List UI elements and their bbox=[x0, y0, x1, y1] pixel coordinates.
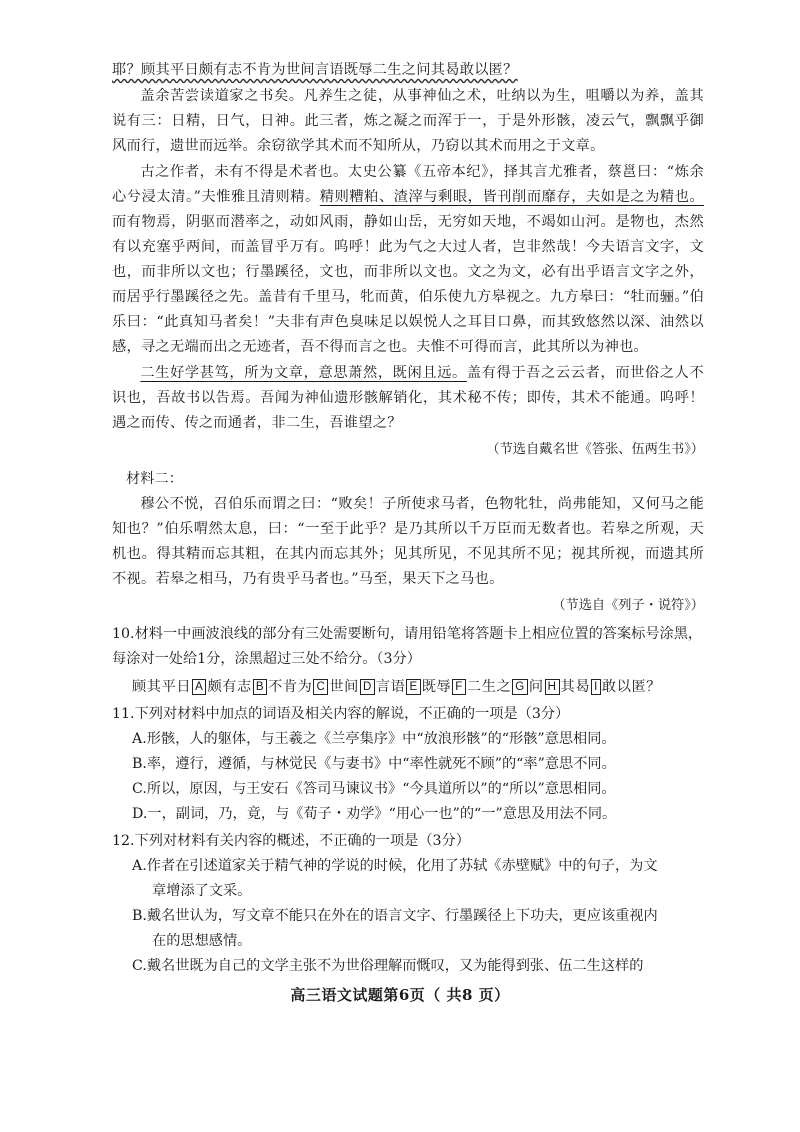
paragraph-material2-part-a: 穆公不悦，召伯乐而谓之曰：“败矣！子所使求马者，色物牝牡，尚弗能知，又何马之能知也？”伯乐喟然太息，曰：“一至于此乎？是乃其所以千万臣而无数者也。若皋之所观，天机也。 bbox=[112, 496, 704, 562]
break-mark-i[interactable]: I bbox=[591, 679, 601, 695]
paragraph-daojia: 盖余苦尝读道家之书矣。凡养生之徒，从事神仙之术，吐纳以为生，咀嚼以为养，盖其说有三：日精，日气，日神。此三者，炼之凝之而浑于一，于是外形骸，凌云气，飘飘乎御风而行，遗世而远举。余窃欲学其术而不知所从，乃窃以其术而用之于文章。 bbox=[112, 88, 704, 154]
segment: 颇有志 bbox=[207, 679, 252, 695]
break-mark-h[interactable]: H bbox=[545, 679, 560, 695]
question-11-option-c[interactable]: C.所以，原因，与王安石《答司马谏议书》“今具道所以”的“所以”意思相同。 bbox=[132, 781, 616, 797]
underlined-sentence-jing: 精则糟粕、渣滓与剩眼，皆刊削而靡存，夫如是之为精也。 bbox=[319, 189, 704, 205]
question-12-option-a-cont: 章增添了文采。 bbox=[152, 883, 252, 899]
question-10-sentence bbox=[132, 674, 704, 700]
paragraph-zuozhe-part-a: 古之作者，未有不得是术者也。太史公纂《五帝本纪》，择其言尤雅者，蔡邕曰：“炼余心兮浸太清。”夫惟雅且清则精。 bbox=[112, 164, 704, 205]
underlined-sentence-ersheng: 二生好学甚笃，所为文章，意思萧然，既闲且远。 bbox=[140, 365, 467, 381]
paragraph-material2 bbox=[112, 492, 704, 592]
segment: 顾其平日 bbox=[132, 679, 192, 695]
paragraph-zuozhe-part-b: 而有物焉，阴驱而潜率之，动如风雨，静如山岳，无穷如天地，不竭如山河。是物也，杰然有以充塞乎两间，而盖冒乎万有。呜呼！此为气之大过人者，岂非然哉！今夫语言文字，文也，而非所以文也；行墨蹊径，文也，而非所以文也。文之为文，必有出乎语言文字之外，而居乎行墨蹊径之先。盖昔有千里马，牝而黄，伯乐使九方皋视之。九方皋曰：“牡而骊。”伯乐曰：“此真知马者矣！”夫非有声色臭味足以娱悦人之耳目口鼻，而其致悠然以深、油然以感，寻之无端而出之无迹者，吾不得而言之也。夫惟不可得而言，此其所以为神也。 bbox=[112, 214, 704, 355]
question-11-option-a[interactable]: A.形骸，人的躯体，与王羲之《兰亭集序》中“放浪形骸”的“形骸”意思相同。 bbox=[132, 731, 616, 747]
question-11-option-d[interactable]: D.一，副词，乃，竟，与《荀子・劝学》“用心一也”的“一”意思及用法不同。 bbox=[132, 806, 617, 822]
break-mark-c[interactable]: C bbox=[313, 679, 328, 695]
segment: 言语 bbox=[375, 679, 406, 695]
segment: 问 bbox=[528, 679, 544, 695]
source-material1: （节选自戴名世《答张、伍两生书》） bbox=[486, 442, 704, 457]
question-12-option-b[interactable]: B.戴名世认为，写文章不能只在外在的语言文字、行墨蹊径上下功夫，更应该重视内 bbox=[132, 908, 658, 924]
break-mark-f[interactable]: F bbox=[452, 679, 466, 695]
break-mark-d[interactable]: D bbox=[360, 679, 375, 695]
question-12-option-c[interactable]: C.戴名世既为自己的文学主张不为世俗理解而慨叹，又为能得到张、伍二生这样的 bbox=[132, 958, 644, 974]
break-mark-b[interactable]: B bbox=[253, 679, 267, 695]
wavy-underlined-text: 耶？顾其平日颇有志不肯为世间言语既辱二生之问其曷敢以匿？ bbox=[112, 62, 518, 78]
segment: 世间 bbox=[329, 679, 359, 695]
paragraph-zuozhe bbox=[112, 160, 704, 360]
question-11-option-b[interactable]: B.率，遵行，遵循，与林觉民《与妻书》中“率性就死不顾”的“率”意思不同。 bbox=[132, 756, 616, 772]
break-mark-e[interactable]: E bbox=[406, 679, 420, 695]
question-12-option-a[interactable]: A.作者在引述道家关于精气神的学说的时候，化用了苏轼《赤壁赋》中的句子，为文 bbox=[132, 858, 658, 874]
question-12-option-b-cont: 在的思想感情。 bbox=[152, 933, 252, 949]
segment: 其曷 bbox=[560, 679, 591, 695]
paragraph-material2-part-b: 得其精而忘其粗，在其内而忘其外；见其所见，不见其所不见；视其所视，而遗其所不视。若皋之相马，乃有贵乎马者也。”马至，果天下之马也。 bbox=[112, 546, 705, 587]
wavy-line-sentence bbox=[112, 58, 704, 83]
segment: 既辱 bbox=[421, 679, 452, 695]
break-mark-a[interactable]: A bbox=[192, 679, 206, 695]
segment: 不肯为 bbox=[268, 679, 313, 695]
segment: 二生之 bbox=[466, 679, 512, 695]
paragraph-ersheng bbox=[112, 361, 704, 436]
paragraph-ersheng-rest: 盖有得于吾之云云者，而世俗之人不识也，吾故书以告焉。吾闻为神仙遗形骸解销化，其术秘不传；即传，其术不能通。呜呼！遇之而传、传之而通者，非二生，吾谁望之？ bbox=[112, 365, 704, 431]
question-12-stem: 12.下列对材料有关内容的概述，不正确的一项是（3分） bbox=[112, 833, 470, 849]
question-10-stem: 10.材料一中画波浪线的部分有三处需要断句，请用铅笔将答题卡上相应位置的答案标号涂黑，每涂对一处给1分，涂黑超过三处不给分。（3分） bbox=[112, 626, 703, 667]
source-material2: （节选自《列子・说符》） bbox=[552, 598, 704, 613]
question-11-stem: 11.下列对材料中加点的词语及相关内容的解说，不正确的一项是（3分） bbox=[112, 706, 570, 722]
material2-heading: 材料二： bbox=[126, 471, 183, 487]
segment: 敢以匿？ bbox=[601, 679, 662, 695]
break-mark-g[interactable]: G bbox=[512, 679, 528, 695]
page-footer: 高三语文试题第6页（ 共8 页） bbox=[290, 986, 510, 1004]
